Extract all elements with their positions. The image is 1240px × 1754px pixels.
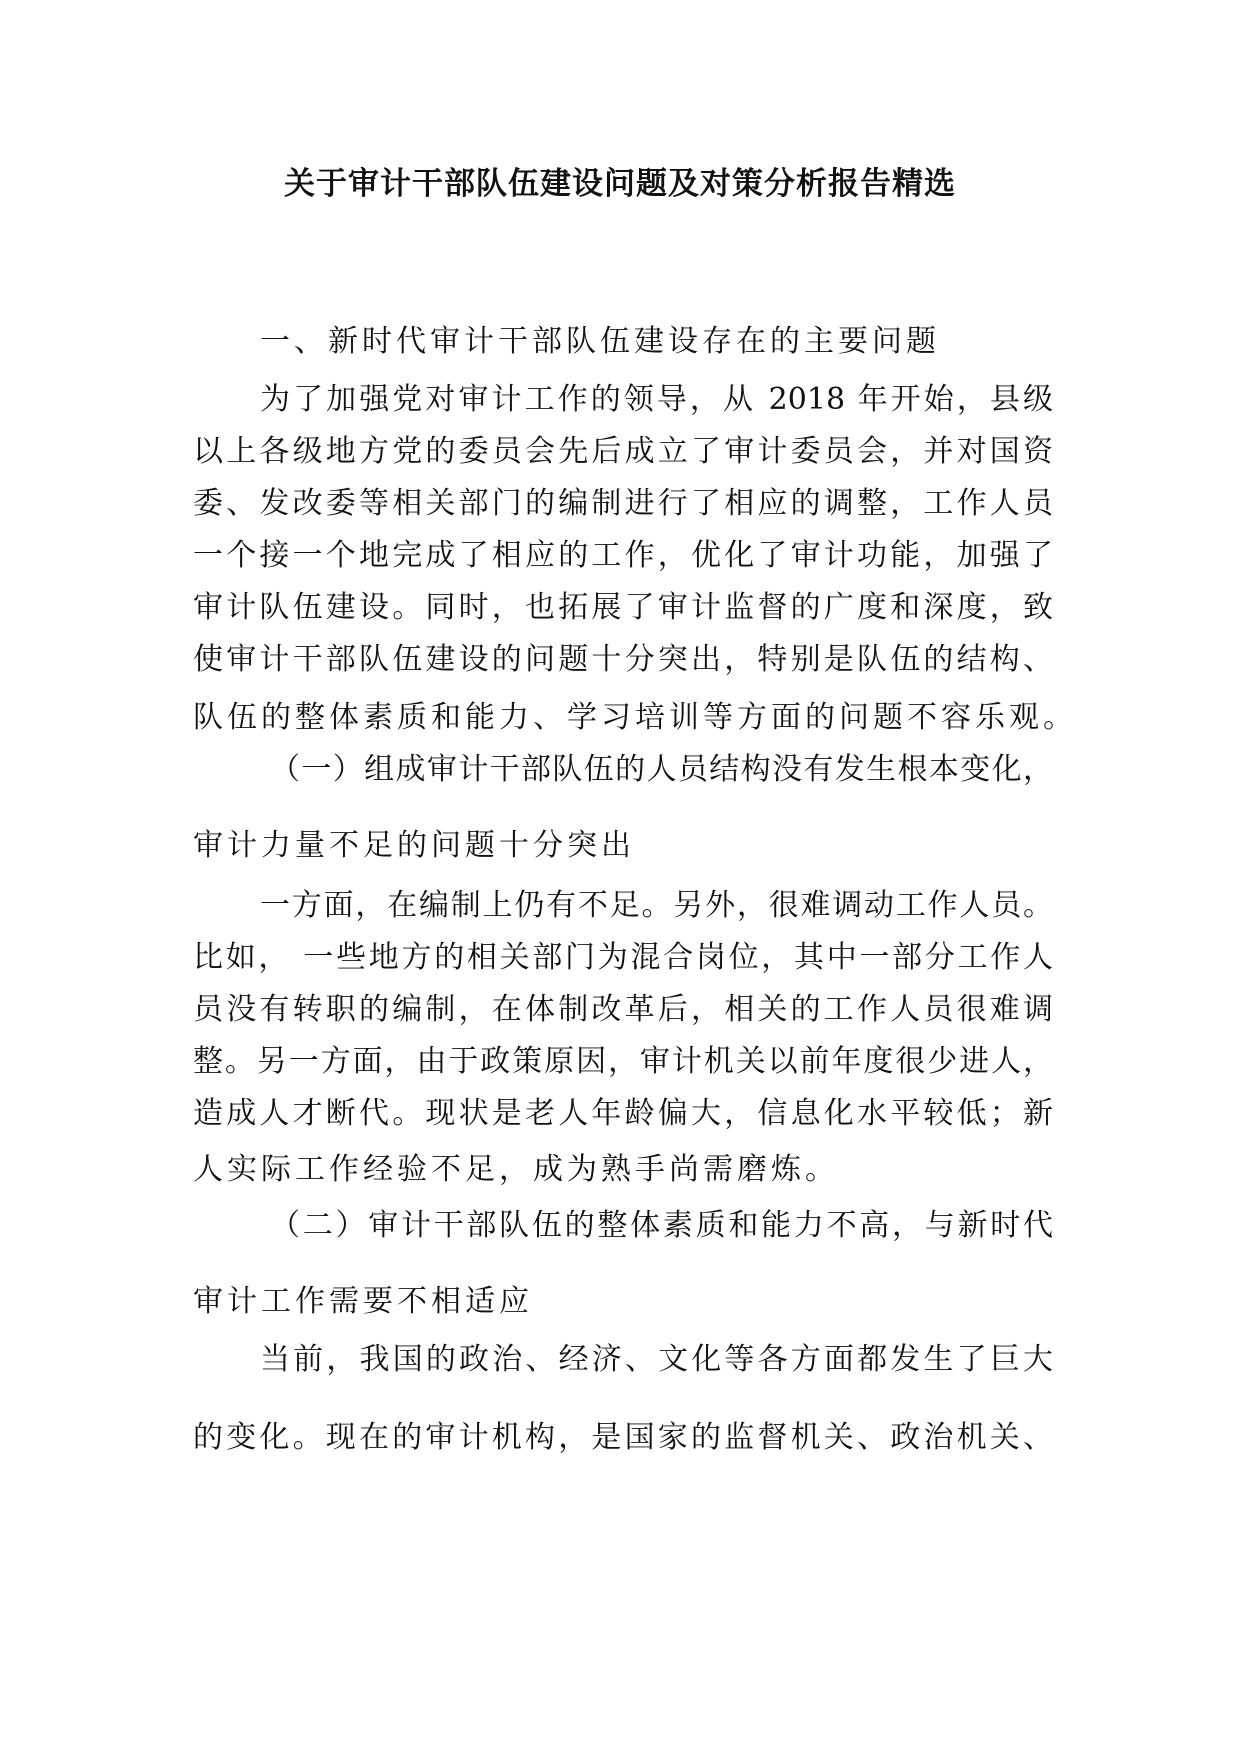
paragraph-line: 委、发改委等相关部门的编制进行了相应的调整，工作人员 — [193, 486, 1053, 521]
paragraph-line: 整。另一方面，由于政策原因，审计机关以前年度很少进人， — [193, 1044, 1053, 1079]
paragraph-line: 人实际工作经验不足，成为熟手尚需磨炼。 — [193, 1152, 839, 1187]
subsection-heading: 审计力量不足的问题十分突出 — [193, 828, 635, 863]
paragraph-line: 为了加强党对审计工作的领导，从 2018 年开始，县级 — [260, 382, 1053, 417]
paragraph-line: 员没有转职的编制，在体制改革后，相关的工作人员很难调 — [193, 992, 1053, 1027]
paragraph-line: 一个接一个地完成了相应的工作，优化了审计功能，加强了 — [193, 538, 1053, 573]
subsection-heading: （一）组成审计干部队伍的人员结构没有发生根本变化， — [270, 752, 1053, 787]
paragraph-line: 比如， 一些地方的相关部门为混合岗位，其中一部分工作人 — [193, 940, 1053, 975]
paragraph-line: 当前，我国的政治、经济、文化等各方面都发生了巨大 — [260, 1342, 1053, 1377]
section-heading: 一、新时代审计干部队伍建设存在的主要问题 — [260, 324, 940, 359]
paragraph-line: 造成人才断代。现状是老人年龄偏大，信息化水平较低；新 — [193, 1096, 1053, 1131]
paragraph-line: 使审计干部队伍建设的问题十分突出，特别是队伍的结构、 — [193, 642, 1053, 677]
paragraph-line: 一方面，在编制上仍有不足。另外，很难调动工作人员。 — [260, 888, 1053, 923]
subsection-heading: （二）审计干部队伍的整体素质和能力不高，与新时代 — [270, 1208, 1053, 1243]
document-title: 关于审计干部队伍建设问题及对策分析报告精选 — [284, 166, 956, 202]
paragraph-line: 的变化。现在的审计机构，是国家的监督机关、政治机关、 — [193, 1420, 1053, 1455]
subsection-heading: 审计工作需要不相适应 — [193, 1284, 533, 1319]
paragraph-line: 以上各级地方党的委员会先后成立了审计委员会，并对国资 — [193, 434, 1053, 469]
paragraph-line: 审计队伍建设。同时，也拓展了审计监督的广度和深度，致 — [193, 590, 1053, 625]
paragraph-line: 队伍的整体素质和能力、学习培训等方面的问题不容乐观。 — [193, 700, 1077, 735]
